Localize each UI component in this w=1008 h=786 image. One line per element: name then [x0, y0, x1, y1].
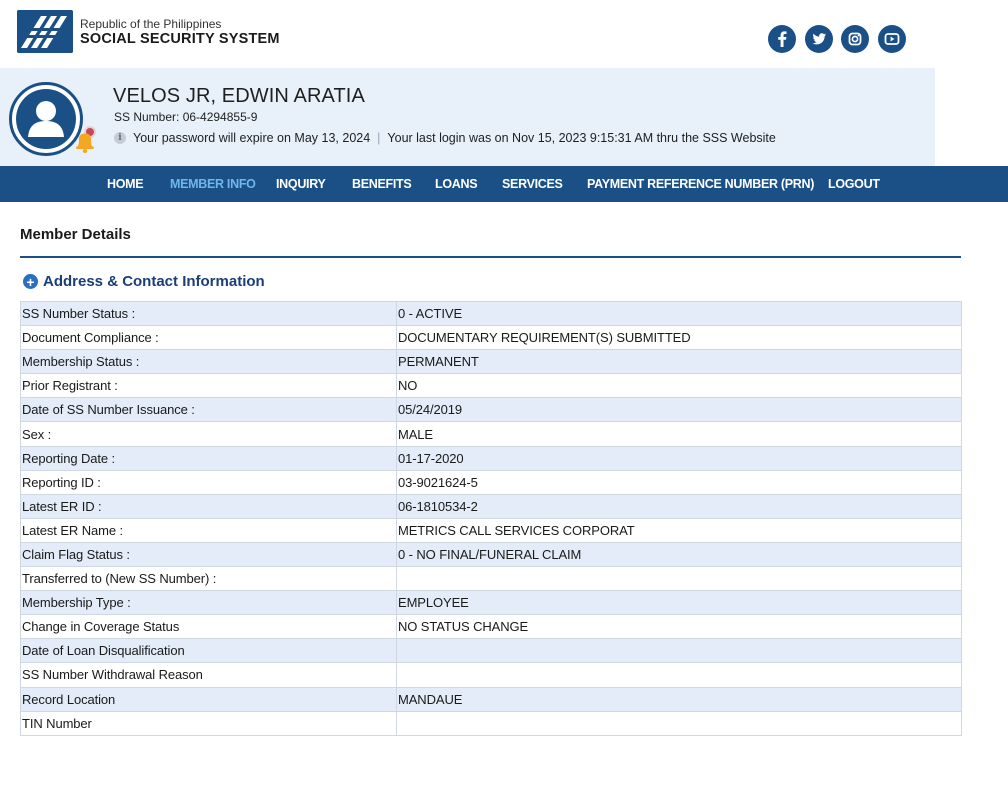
- table-row: [21, 615, 962, 639]
- table-row: [21, 542, 962, 566]
- row-value: [397, 567, 962, 591]
- row-label: Document Compliance :: [21, 326, 397, 350]
- nav-services[interactable]: SERVICES: [502, 177, 563, 191]
- main-nav: [0, 166, 1008, 202]
- sss-logo-icon[interactable]: [17, 10, 73, 53]
- table-row: [21, 350, 962, 374]
- nav-prn[interactable]: PAYMENT REFERENCE NUMBER (PRN): [587, 177, 815, 191]
- address-contact-toggle[interactable]: [23, 273, 265, 290]
- plus-circle-icon[interactable]: +: [23, 274, 38, 289]
- row-value: [397, 663, 962, 687]
- row-value: DOCUMENTARY REQUIREMENT(S) SUBMITTED: [397, 326, 962, 350]
- table-row: [21, 446, 962, 470]
- row-label: Latest ER Name :: [21, 518, 397, 542]
- row-label: Reporting Date :: [21, 446, 397, 470]
- row-value: 0 - NO FINAL/FUNERAL CLAIM: [397, 542, 962, 566]
- row-value: 0 - ACTIVE: [397, 302, 962, 326]
- table-row: [21, 687, 962, 711]
- row-value: 05/24/2019: [397, 398, 962, 422]
- row-value: METRICS CALL SERVICES CORPORAT: [397, 518, 962, 542]
- table-row: [21, 711, 962, 735]
- row-value: MANDAUE: [397, 687, 962, 711]
- password-expiry-notice: Your password will expire on May 13, 2024: [133, 131, 371, 145]
- row-label: TIN Number: [21, 711, 397, 735]
- row-value: NO: [397, 374, 962, 398]
- info-icon: i: [114, 132, 126, 144]
- title-divider: [20, 256, 961, 258]
- table-row: [21, 398, 962, 422]
- top-header: [0, 0, 935, 68]
- logo-subtitle: Republic of the Philippines: [80, 17, 222, 31]
- notice-separator: |: [377, 131, 381, 145]
- member-name: VELOS JR, EDWIN ARATIA: [113, 85, 365, 107]
- row-label: Claim Flag Status :: [21, 542, 397, 566]
- row-value: [397, 639, 962, 663]
- row-label: Reporting ID :: [21, 470, 397, 494]
- notification-bell-icon[interactable]: [68, 124, 102, 158]
- row-value: NO STATUS CHANGE: [397, 615, 962, 639]
- page-title: Member Details: [20, 226, 131, 243]
- nav-member-info[interactable]: MEMBER INFO: [170, 177, 256, 191]
- facebook-icon[interactable]: [768, 25, 796, 53]
- row-label: Membership Status :: [21, 350, 397, 374]
- row-value: PERMANENT: [397, 350, 962, 374]
- row-label: Transferred to (New SS Number) :: [21, 567, 397, 591]
- row-label: Membership Type :: [21, 591, 397, 615]
- row-value: [397, 711, 962, 735]
- row-label: Date of SS Number Issuance :: [21, 398, 397, 422]
- nav-logout[interactable]: LOGOUT: [828, 177, 880, 191]
- table-row: [21, 591, 962, 615]
- table-row: [21, 518, 962, 542]
- row-value: EMPLOYEE: [397, 591, 962, 615]
- table-row: [21, 639, 962, 663]
- last-login-notice: Your last login was on Nov 15, 2023 9:15:31 AM thru the SSS Website: [387, 131, 776, 145]
- member-profile-banner: [0, 68, 935, 166]
- table-row: [21, 374, 962, 398]
- nav-benefits[interactable]: BENEFITS: [352, 177, 412, 191]
- row-label: SS Number Status :: [21, 302, 397, 326]
- row-label: Sex :: [21, 422, 397, 446]
- row-label: Date of Loan Disqualification: [21, 639, 397, 663]
- row-value: MALE: [397, 422, 962, 446]
- instagram-icon[interactable]: [841, 25, 869, 53]
- row-label: Prior Registrant :: [21, 374, 397, 398]
- row-label: SS Number Withdrawal Reason: [21, 663, 397, 687]
- row-label: Record Location: [21, 687, 397, 711]
- row-value: 06-1810534-2: [397, 494, 962, 518]
- table-row: [21, 567, 962, 591]
- logo-title: SOCIAL SECURITY SYSTEM: [80, 31, 280, 47]
- twitter-icon[interactable]: [805, 25, 833, 53]
- ss-number: SS Number: 06-4294855-9: [114, 110, 258, 124]
- row-value: 01-17-2020: [397, 446, 962, 470]
- logo-text[interactable]: [80, 17, 280, 48]
- accordion-label[interactable]: Address & Contact Information: [43, 273, 265, 290]
- row-label: Latest ER ID :: [21, 494, 397, 518]
- table-row: [21, 663, 962, 687]
- table-row: [21, 422, 962, 446]
- row-label: Change in Coverage Status: [21, 615, 397, 639]
- youtube-icon[interactable]: [878, 25, 906, 53]
- table-row: [21, 326, 962, 350]
- table-row: [21, 302, 962, 326]
- nav-home[interactable]: HOME: [107, 177, 144, 191]
- nav-inquiry[interactable]: INQUIRY: [276, 177, 326, 191]
- table-row: [21, 470, 962, 494]
- table-row: [21, 494, 962, 518]
- user-silhouette-icon: [16, 89, 76, 149]
- nav-loans[interactable]: LOANS: [435, 177, 478, 191]
- row-value: 03-9021624-5: [397, 470, 962, 494]
- member-details-table: [20, 301, 962, 736]
- account-notice: [114, 131, 776, 145]
